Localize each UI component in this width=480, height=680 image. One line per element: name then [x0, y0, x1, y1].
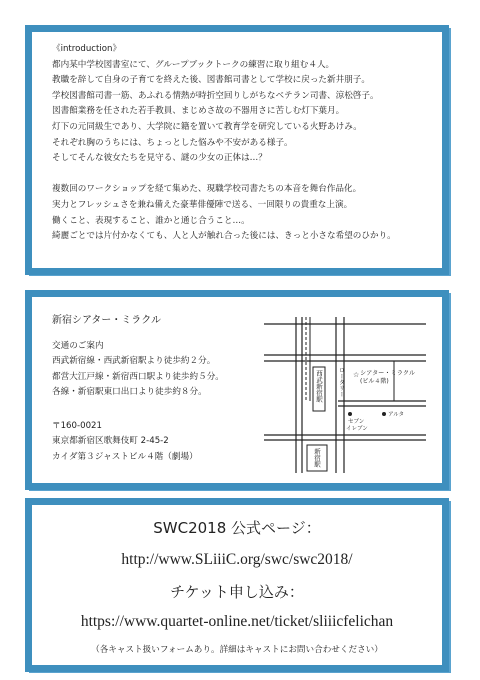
intro-line: 実力とフレッシュさを兼ね備えた豪華俳優陣で送る、一回限りの貴重な上演。 [52, 199, 353, 210]
cast-form-note: （各キャスト扱いフォームあり。詳細はキャストにお問い合わせください） [91, 645, 383, 655]
intro-line: 教職を辞して自身の子育てを終えた後、図書館司書として学校に戻った新井朋子。 [52, 75, 370, 86]
venue-panel [32, 297, 442, 483]
intro-line: 都内某中学校図書室にて、グループブックトークの練習に取り組む４人。 [52, 59, 335, 70]
access-line: 西武新宿線・西武新宿駅より徒歩約２分。 [52, 356, 216, 367]
seven-eleven-marker-icon [348, 412, 352, 416]
venue-name: 新宿シアター・ミラクル [52, 315, 161, 326]
access-info [52, 339, 224, 401]
venue-map [260, 317, 430, 473]
ticket-heading: チケット申し込み： [170, 583, 304, 601]
shinjuku-label: 新宿駅 [313, 448, 321, 468]
access-line: 各線・新宿駅東口出口より徒歩約８分。 [52, 387, 207, 398]
introduction-panel [32, 32, 442, 268]
intro-line: 図書館業務を任された若手教員、まじめさ故の不器用さに苦しむ灯下葉月。 [52, 106, 345, 117]
intro-line: それぞれ胸のうちには、ちょっとした悩みや不安がある様子。 [52, 137, 293, 148]
intro-line: そしてそんな彼女たちを見守る、謎の少女の正体は…？ [52, 153, 267, 164]
official-page-heading: SWC2018 公式ページ： [153, 519, 321, 537]
official-page-link[interactable]: http://www.SLiiiC.org/swc/swc2018/ [121, 551, 353, 568]
paragraph-gap [52, 167, 424, 183]
intro-line: 灯下の元同級生であり、大学院に籍を置いて教育学を研究している火野あけみ。 [52, 121, 362, 132]
access-line: 交通のご案内 [52, 341, 104, 351]
intro-line: 複数回のワークショップを経て集めた、現職学校司書たちの本音を舞台作品化。 [52, 184, 362, 195]
intro-line: 学校図書館司書一筋、あふれる情熱が時折空回りしがちなベテラン司書、涼松啓子。 [52, 90, 379, 101]
station-label: 西武新宿駅 [315, 370, 323, 403]
seven-label: セブン [348, 419, 365, 425]
alta-marker-icon [382, 412, 386, 416]
introduction-text [52, 42, 424, 245]
links-panel [32, 505, 442, 665]
postal-code: 〒160-0021 [52, 421, 102, 431]
address-line: カイダ第３ジャストビル４階（劇場） [52, 451, 198, 462]
intro-line: 《introduction》 [52, 44, 122, 54]
access-line: 都営大江戸線・新宿西口駅より徒歩約５分。 [52, 371, 224, 382]
ticket-link[interactable]: https://www.quartet-online.net/ticket/sliiicfelichan [80, 613, 394, 630]
road-label: ロータリー [337, 367, 345, 397]
intro-line: 綺麗ごとでは片付かなくても、人と人が触れ合った後には、きっと小さな希望のひかり。 [52, 231, 396, 242]
theater-floor-label: (ビル４階) [360, 378, 389, 385]
address-info [52, 419, 198, 465]
theater-label: シアター・ミラクル [360, 370, 416, 377]
alta-label: アルタ [388, 412, 405, 418]
address-line: 東京都新宿区歌舞伎町 2-45-2 [52, 436, 169, 447]
eleven-label: イレブン [346, 426, 368, 432]
theater-star-icon: ☆ [353, 371, 360, 379]
intro-line: 働くこと、表現すること、誰かと通じ合うこと…。 [52, 215, 250, 226]
